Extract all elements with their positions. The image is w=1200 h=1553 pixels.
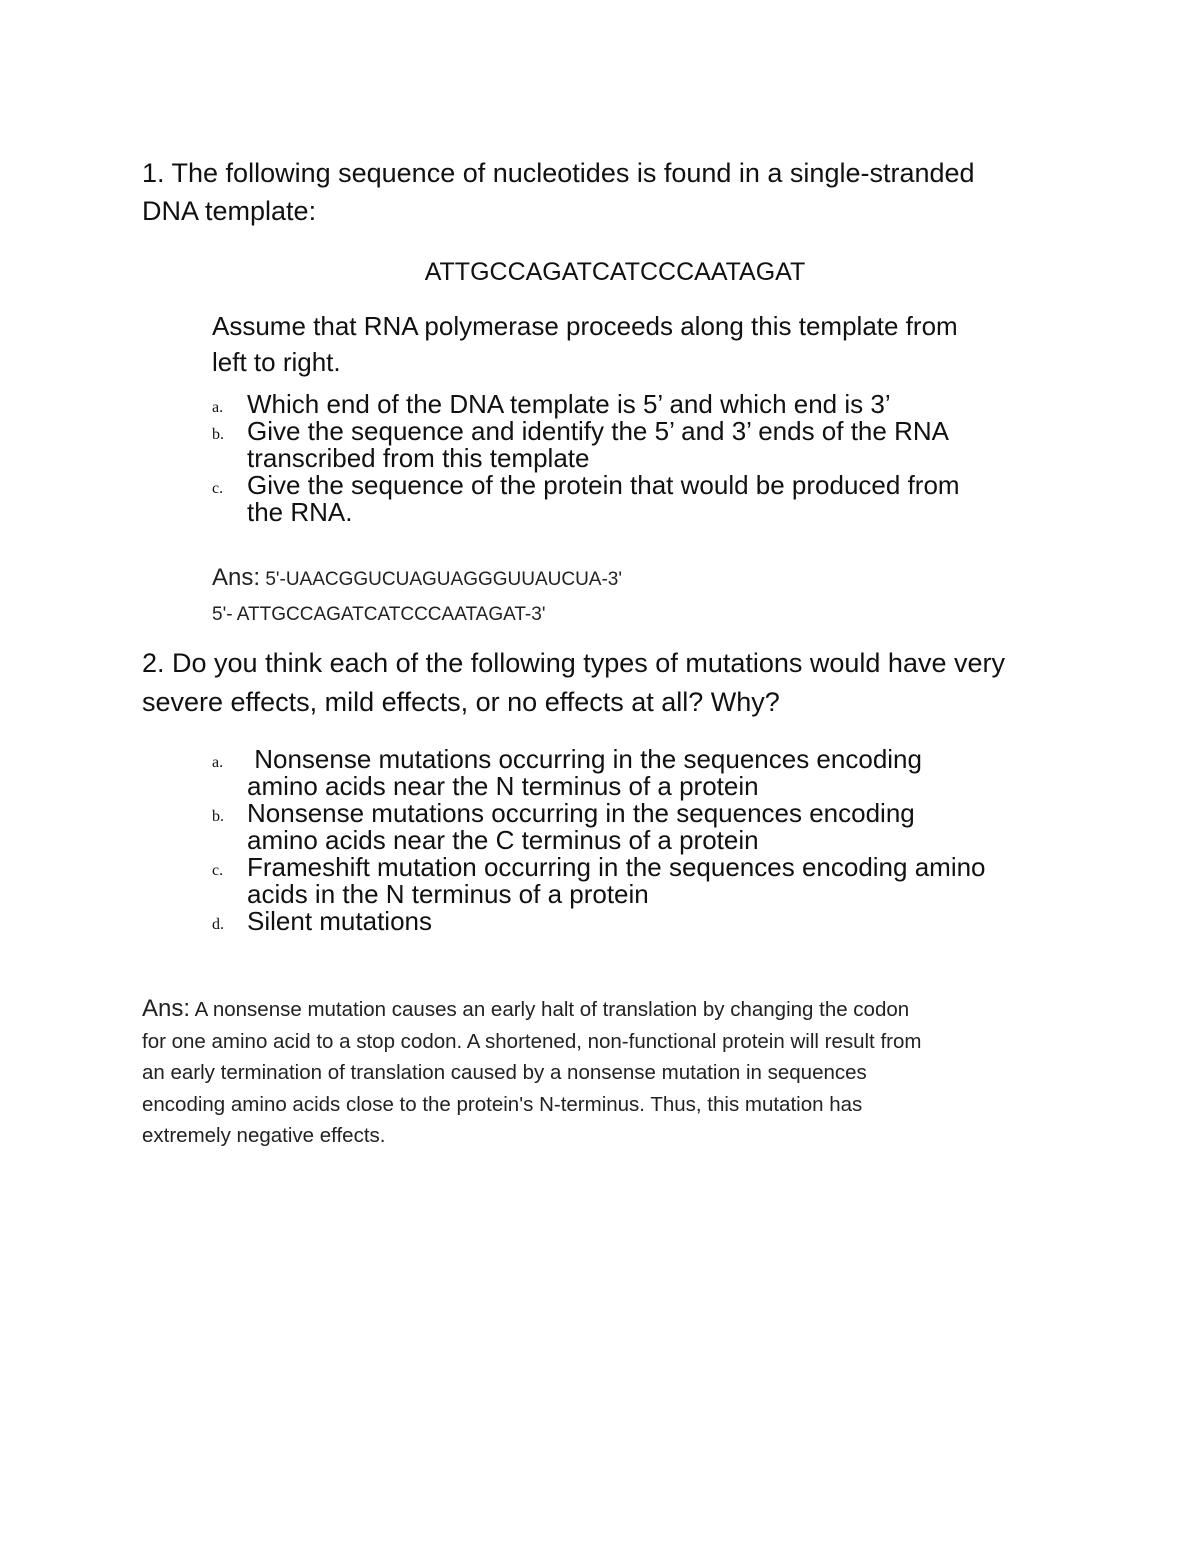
list-item-text: Which end of the DNA template is 5’ and which end is 3’ bbox=[247, 389, 891, 419]
list-marker: c. bbox=[212, 480, 224, 497]
list-item bbox=[212, 746, 986, 800]
answer-2-line: an early termination of translation caused by a nonsense mutation in sequences bbox=[142, 1061, 867, 1084]
list-marker: b. bbox=[212, 426, 224, 443]
answer-label: Ans: bbox=[142, 995, 191, 1022]
list-marker: b. bbox=[212, 808, 224, 825]
answer-rna-sequence: 5'-UAACGGUCUAGUAGGGUUAUCUA-3' bbox=[265, 569, 622, 590]
list-marker: a. bbox=[212, 399, 224, 416]
answer-2-line: extremely negative effects. bbox=[142, 1124, 386, 1147]
answer-text: A nonsense mutation causes an early halt of translation by changing the codon bbox=[194, 998, 910, 1021]
answer-2-line: for one amino acid to a stop codon. A shortened, non-functional protein will result from bbox=[142, 1029, 922, 1053]
answer-2-line: encoding amino acids close to the protein's N-terminus. Thus, this mutation has bbox=[142, 1092, 863, 1116]
list-item bbox=[212, 472, 960, 526]
assume-line-1: Assume that RNA polymerase proceeds along this template from bbox=[212, 311, 958, 341]
question-2-line-1: 2. Do you think each of the following types of mutations would have very bbox=[142, 648, 1005, 678]
list-item-text: Silent mutations bbox=[247, 906, 432, 936]
list-item bbox=[212, 391, 960, 418]
list-item-text: amino acids near the C terminus of a protein bbox=[247, 825, 759, 855]
list-item bbox=[212, 854, 986, 908]
dna-sequence: ATTGCCAGATCATCCCAATAGAT bbox=[424, 258, 806, 286]
list-item-text: acids in the N terminus of a protein bbox=[247, 879, 649, 909]
list-item-text: Nonsense mutations occurring in the sequences encoding bbox=[247, 744, 922, 774]
answer-2-line bbox=[142, 993, 1072, 1026]
list-item bbox=[212, 908, 986, 935]
question-1-line-2: DNA template: bbox=[142, 196, 317, 226]
question-1-list bbox=[212, 391, 960, 526]
list-item bbox=[212, 418, 960, 472]
list-item-text: Frameshift mutation occurring in the sequences encoding amino bbox=[247, 852, 986, 882]
list-item-text: transcribed from this template bbox=[247, 443, 590, 473]
list-item-text: the RNA. bbox=[247, 497, 353, 527]
answer-2-paragraph bbox=[142, 993, 1072, 1152]
list-marker: c. bbox=[212, 862, 224, 879]
question-2-list bbox=[212, 746, 986, 935]
list-item-text: Nonsense mutations occurring in the sequences encoding bbox=[247, 798, 915, 828]
list-item-text: Give the sequence and identify the 5’ and 3’ ends of the RNA bbox=[247, 416, 949, 446]
list-item-text: amino acids near the N terminus of a protein bbox=[247, 771, 759, 801]
answer-1-dna: 5'- ATTGCCAGATCATCCCAATAGAT-3' bbox=[212, 604, 546, 625]
list-marker: a. bbox=[212, 754, 224, 771]
question-1-line-1: 1. The following sequence of nucleotides is found in a single-stranded bbox=[142, 158, 975, 188]
question-2-line-2: severe effects, mild effects, or no effects at all? Why? bbox=[142, 687, 780, 717]
answer-1-rna bbox=[212, 564, 622, 594]
assume-line-2: left to right. bbox=[212, 347, 341, 377]
answer-label: Ans: bbox=[212, 564, 261, 591]
list-item-text: Give the sequence of the protein that would be produced from bbox=[247, 470, 960, 500]
list-marker: d. bbox=[212, 916, 224, 933]
list-item bbox=[212, 800, 986, 854]
